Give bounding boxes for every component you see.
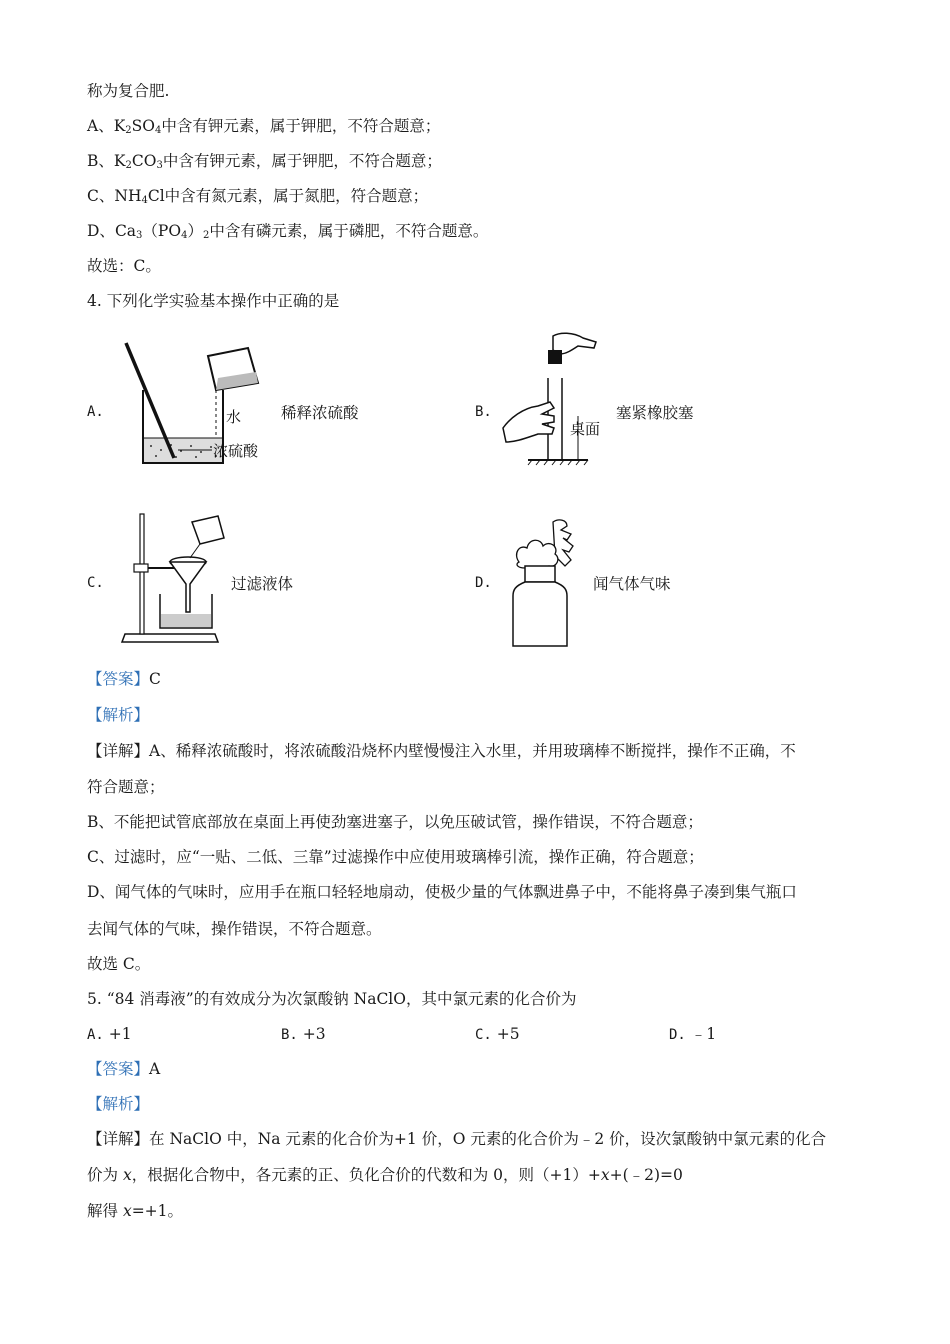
detail-tag: 【详解】 — [87, 1130, 150, 1148]
q5-answer-value: A — [149, 1060, 161, 1078]
q4-option-b-letter: B. — [475, 404, 492, 420]
q3-option-a: A、$K_2SO_4$中含有钾元素，属于钾肥，不符合题意； — [87, 117, 441, 136]
q3-option-d: D、$Ca_3(PO_4)_2$中含有磷元素，属于磷肥，不符合题意。 — [87, 222, 489, 241]
dilute-acid-figure — [118, 338, 278, 478]
q5-option-a: A. +1 — [87, 1025, 132, 1043]
acid-label: 浓硫酸 — [213, 442, 259, 460]
q3-option-b: B、$K_2CO_3$中含有钾元素，属于钾肥，不符合题意； — [87, 152, 442, 171]
filtration-figure — [120, 510, 225, 650]
q4-choice: 故选 C。 — [87, 955, 151, 973]
q4-option-b-label: 塞紧橡胶塞 — [616, 404, 694, 422]
rubber-stopper-icon — [548, 350, 562, 364]
iron-stand-icon — [140, 514, 144, 634]
answer-tag: 【答案】 — [87, 670, 150, 688]
q4-analysis-tag: 【解析】 — [87, 706, 150, 724]
q4-option-d-letter: D. — [475, 575, 492, 591]
smell-gas-figure — [505, 516, 595, 651]
iron-stand-base-icon — [122, 634, 218, 642]
q4-detail-line-2: 符合题意； — [87, 778, 165, 796]
q4-option-c-letter: C. — [87, 575, 104, 591]
water-label: 水 — [226, 408, 242, 426]
stopper-figure — [498, 328, 613, 468]
q5-detail-line-1: 【详解】在 NaClO 中，Na 元素的化合价为+1 价，O 元素的化合价为﹣2 价，设次氯酸钠中氯元素的化合 — [87, 1130, 827, 1148]
q4-detail-line-3: B、不能把试管底部放在桌面上再使劲塞进塞子，以免压破试管，操作错误，不符合题意； — [87, 813, 703, 831]
q3-choice: 故选：C。 — [87, 257, 161, 275]
gas-cloud-icon — [517, 540, 558, 568]
q4-detail-line-6: 去闻气体的气味，操作错误，不符合题意。 — [87, 920, 382, 938]
q5-detail-line-2: 价为 x，根据化合物中，各元素的正、负化合价的代数和为 0，则（+1）+x+(﹣2)=0 — [87, 1166, 683, 1184]
q4-option-a-label: 稀释浓硫酸 — [281, 404, 359, 422]
q5-option-b: B. +3 — [281, 1025, 326, 1043]
q5-result: 解得 x=+1。 — [87, 1202, 184, 1220]
answer-tag: 【答案】 — [87, 1060, 150, 1078]
q4-detail-line-4: C、过滤时，应“一贴、二低、三靠”过滤操作中应使用玻璃棒引流，操作正确，符合题意； — [87, 848, 704, 866]
q4-option-c-label: 过滤液体 — [231, 575, 294, 593]
q4-answer — [87, 668, 161, 690]
q4-detail-line-1: 【详解】A、稀释浓硫酸时，将浓硫酸沿烧杯内壁慢慢注入水里，并用玻璃棒不断搅拌，操作不正确，不 — [87, 742, 796, 760]
funnel-icon — [170, 562, 206, 612]
detail-tag: 【详解】 — [87, 742, 150, 760]
q5-analysis-tag: 【解析】 — [87, 1095, 150, 1113]
q3-option-c: C、$NH_4Cl$中含有氮元素，属于氮肥，符合题意； — [87, 187, 429, 206]
q5-option-c: C. +5 — [475, 1025, 520, 1043]
q4-option-d-label: 闻气体气味 — [593, 575, 671, 593]
q4-detail-line-5: D、闻气体的气味时，应用手在瓶口轻轻地扇动，使极少量的气体飘进鼻子中，不能将鼻子凑到集气瓶口 — [87, 883, 797, 901]
q5-option-d: D. ﹣1 — [669, 1025, 717, 1043]
desk-label: 桌面 — [570, 420, 601, 438]
q4-stem: 4. 下列化学实验基本操作中正确的是 — [87, 292, 340, 310]
q5-stem: 5. “84 消毒液”的有效成分为次氯酸钠 NaClO，其中氯元素的化合价为 — [87, 990, 577, 1008]
intro-line: 称为复合肥. — [87, 82, 170, 100]
q4-answer-value: C — [149, 670, 161, 688]
q5-answer — [87, 1058, 160, 1080]
q4-option-a-letter: A. — [87, 404, 104, 420]
gas-bottle-icon — [513, 582, 567, 646]
